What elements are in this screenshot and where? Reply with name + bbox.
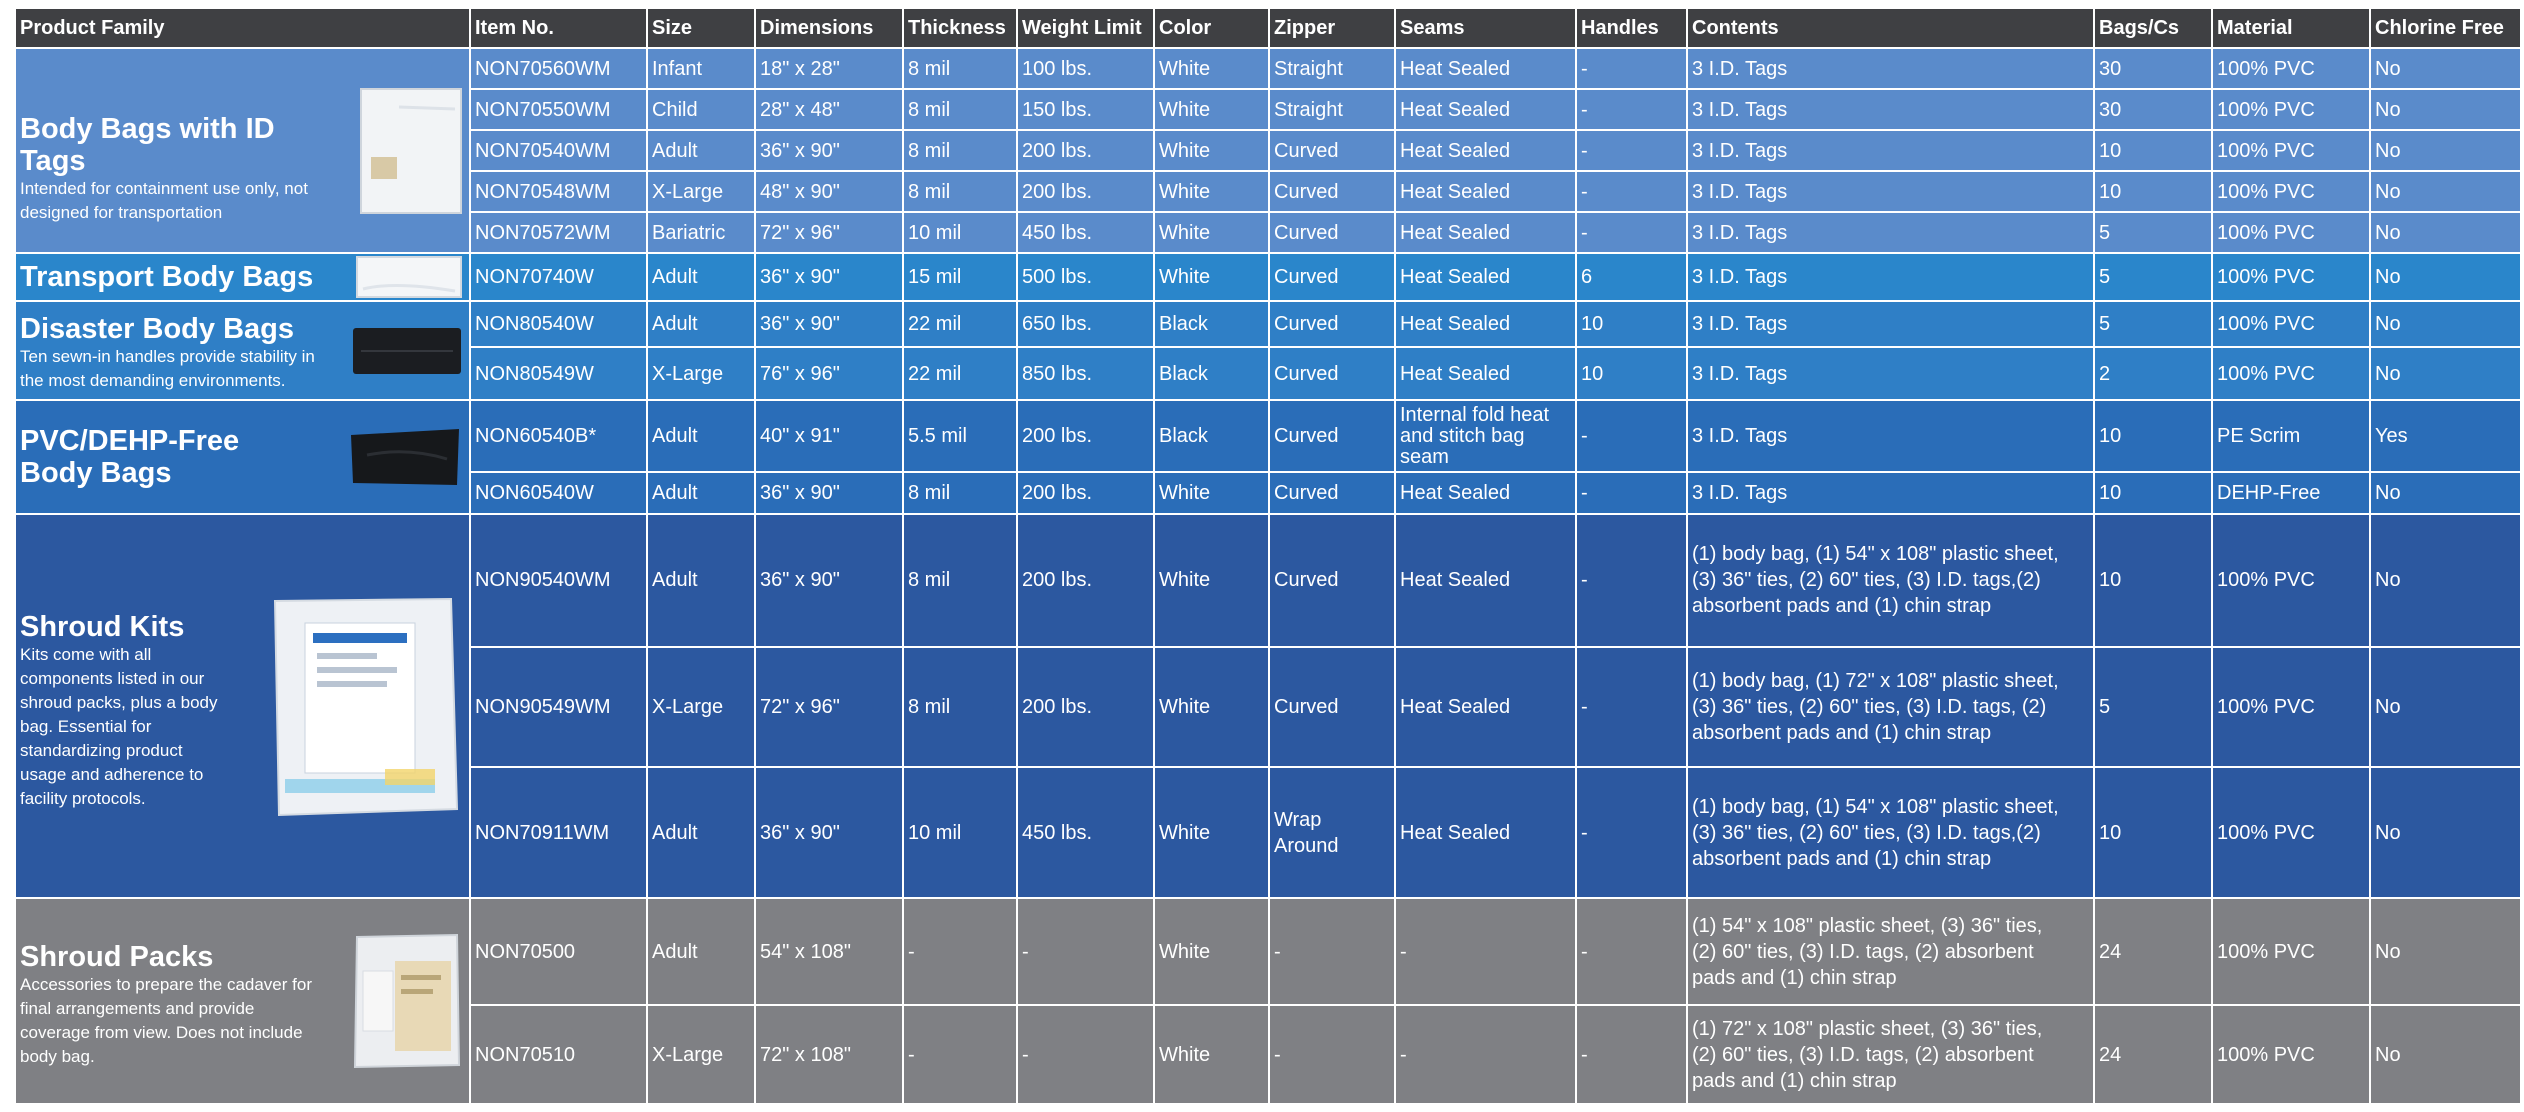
disaster-body-bag-photo — [351, 324, 463, 378]
thickness: - — [903, 1005, 1017, 1104]
contents: 3 I.D. Tags — [1687, 253, 2094, 301]
weight-limit: - — [1017, 1005, 1154, 1104]
weight-limit: 450 lbs. — [1017, 212, 1154, 253]
table-row — [15, 48, 2521, 89]
size: X-Large — [647, 1005, 755, 1104]
seams: Heat Sealed — [1395, 514, 1576, 647]
size: Bariatric — [647, 212, 755, 253]
size: Adult — [647, 253, 755, 301]
item-no: NON70540WM — [470, 130, 647, 171]
size: X-Large — [647, 347, 755, 400]
color: Black — [1154, 301, 1269, 347]
contents: 3 I.D. Tags — [1687, 212, 2094, 253]
family-title: Transport Body Bags — [20, 261, 314, 293]
dimensions: 54" x 108" — [755, 898, 903, 1005]
weight-limit: 450 lbs. — [1017, 767, 1154, 898]
col-header-item-no: Item No. — [470, 8, 647, 48]
thickness: 8 mil — [903, 472, 1017, 514]
weight-limit: 200 lbs. — [1017, 472, 1154, 514]
handles: - — [1576, 472, 1687, 514]
family-title: PVC/DEHP-Free Body Bags — [20, 425, 240, 489]
thickness: 8 mil — [903, 48, 1017, 89]
bags-per-case: 24 — [2094, 898, 2212, 1005]
thickness: 10 mil — [903, 767, 1017, 898]
seams: Heat Sealed — [1395, 89, 1576, 130]
contents: (1) 72" x 108" plastic sheet, (3) 36" ties, (2) 60" ties, (3) I.D. tags, (2) absorbent pads and (1) chin strap — [1687, 1005, 2094, 1104]
zipper: Curved — [1269, 647, 1395, 768]
item-no: NON70911WM — [470, 767, 647, 898]
chlorine-free: No — [2370, 898, 2521, 1005]
thickness: 8 mil — [903, 647, 1017, 768]
seams: Internal fold heat and stitch bag seam — [1395, 400, 1576, 472]
weight-limit: 500 lbs. — [1017, 253, 1154, 301]
color: White — [1154, 212, 1269, 253]
size: Adult — [647, 301, 755, 347]
bags-per-case: 30 — [2094, 89, 2212, 130]
item-no: NON70550WM — [470, 89, 647, 130]
chlorine-free: No — [2370, 301, 2521, 347]
dimensions: 18" x 28" — [755, 48, 903, 89]
dimensions: 28" x 48" — [755, 89, 903, 130]
material: 100% PVC — [2212, 89, 2370, 130]
size: Adult — [647, 130, 755, 171]
chlorine-free: No — [2370, 253, 2521, 301]
handles: - — [1576, 514, 1687, 647]
size: Infant — [647, 48, 755, 89]
item-no: NON70548WM — [470, 171, 647, 212]
contents: 3 I.D. Tags — [1687, 171, 2094, 212]
table-row — [15, 301, 2521, 347]
size: Adult — [647, 898, 755, 1005]
zipper: Curved — [1269, 400, 1395, 472]
dimensions: 76" x 96" — [755, 347, 903, 400]
zipper: Curved — [1269, 171, 1395, 212]
bags-per-case: 5 — [2094, 301, 2212, 347]
chlorine-free: No — [2370, 647, 2521, 768]
chlorine-free: No — [2370, 472, 2521, 514]
item-no: NON80549W — [470, 347, 647, 400]
item-no: NON90540WM — [470, 514, 647, 647]
seams: Heat Sealed — [1395, 301, 1576, 347]
col-header-weight-limit: Weight Limit — [1017, 8, 1154, 48]
thickness: 5.5 mil — [903, 400, 1017, 472]
col-header-chlorine-free: Chlorine Free — [2370, 8, 2521, 48]
handles: - — [1576, 647, 1687, 768]
material: 100% PVC — [2212, 48, 2370, 89]
color: White — [1154, 253, 1269, 301]
family-description: Kits come with all components listed in our shroud packs, plus a body bag. Essential for standardizing product usage and adherence to facility protocols. — [20, 645, 218, 808]
shroud-kit-package-photo — [265, 593, 463, 819]
chlorine-free: Yes — [2370, 400, 2521, 472]
color: White — [1154, 48, 1269, 89]
dimensions: 36" x 90" — [755, 253, 903, 301]
bags-per-case: 24 — [2094, 1005, 2212, 1104]
table-row — [15, 400, 2521, 472]
bags-per-case: 10 — [2094, 171, 2212, 212]
thickness: 8 mil — [903, 171, 1017, 212]
item-no: NON70560WM — [470, 48, 647, 89]
chlorine-free: No — [2370, 130, 2521, 171]
family-cell-transport — [15, 253, 470, 301]
color: White — [1154, 514, 1269, 647]
handles: - — [1576, 171, 1687, 212]
bags-per-case: 2 — [2094, 347, 2212, 400]
handles: 10 — [1576, 347, 1687, 400]
material: 100% PVC — [2212, 1005, 2370, 1104]
col-header-bags-per-case: Bags/Cs — [2094, 8, 2212, 48]
thickness: 10 mil — [903, 212, 1017, 253]
material: 100% PVC — [2212, 171, 2370, 212]
material: DEHP-Free — [2212, 472, 2370, 514]
chlorine-free: No — [2370, 48, 2521, 89]
zipper: Curved — [1269, 514, 1395, 647]
seams: Heat Sealed — [1395, 171, 1576, 212]
color: White — [1154, 898, 1269, 1005]
chlorine-free: No — [2370, 171, 2521, 212]
size: Child — [647, 89, 755, 130]
family-cell-shroud-kits — [15, 514, 470, 898]
dimensions: 72" x 96" — [755, 647, 903, 768]
zipper: Straight — [1269, 48, 1395, 89]
bags-per-case: 10 — [2094, 472, 2212, 514]
color: White — [1154, 89, 1269, 130]
col-header-dimensions: Dimensions — [755, 8, 903, 48]
thickness: 22 mil — [903, 347, 1017, 400]
dimensions: 36" x 90" — [755, 301, 903, 347]
bags-per-case: 10 — [2094, 514, 2212, 647]
thickness: 8 mil — [903, 89, 1017, 130]
contents: 3 I.D. Tags — [1687, 472, 2094, 514]
size: Adult — [647, 472, 755, 514]
material: 100% PVC — [2212, 301, 2370, 347]
dimensions: 36" x 90" — [755, 767, 903, 898]
bags-per-case: 5 — [2094, 212, 2212, 253]
col-header-size: Size — [647, 8, 755, 48]
bags-per-case: 10 — [2094, 400, 2212, 472]
item-no: NON70740W — [470, 253, 647, 301]
material: 100% PVC — [2212, 253, 2370, 301]
bags-per-case: 30 — [2094, 48, 2212, 89]
material: 100% PVC — [2212, 898, 2370, 1005]
weight-limit: - — [1017, 898, 1154, 1005]
bags-per-case: 5 — [2094, 647, 2212, 768]
weight-limit: 200 lbs. — [1017, 647, 1154, 768]
col-header-material: Material — [2212, 8, 2370, 48]
bags-per-case: 10 — [2094, 767, 2212, 898]
pvc-free-body-bag-photo — [347, 425, 463, 489]
item-no: NON80540W — [470, 301, 647, 347]
handles: - — [1576, 898, 1687, 1005]
chlorine-free: No — [2370, 1005, 2521, 1104]
seams: Heat Sealed — [1395, 48, 1576, 89]
col-header-handles: Handles — [1576, 8, 1687, 48]
thickness: 15 mil — [903, 253, 1017, 301]
color: Black — [1154, 400, 1269, 472]
chlorine-free: No — [2370, 514, 2521, 647]
zipper: Curved — [1269, 212, 1395, 253]
family-title: Disaster Body Bags — [20, 312, 294, 345]
weight-limit: 200 lbs. — [1017, 171, 1154, 212]
table-row — [15, 898, 2521, 1005]
col-header-contents: Contents — [1687, 8, 2094, 48]
thickness: 8 mil — [903, 514, 1017, 647]
chlorine-free: No — [2370, 212, 2521, 253]
weight-limit: 100 lbs. — [1017, 48, 1154, 89]
dimensions: 36" x 90" — [755, 514, 903, 647]
zipper: Curved — [1269, 472, 1395, 514]
bags-per-case: 10 — [2094, 130, 2212, 171]
body-bag-id-tags-photo — [359, 87, 463, 215]
handles: - — [1576, 130, 1687, 171]
material: 100% PVC — [2212, 767, 2370, 898]
handles: 6 — [1576, 253, 1687, 301]
color: White — [1154, 171, 1269, 212]
family-cell-shroud-packs — [15, 898, 470, 1104]
family-title: Body Bags with ID Tags — [20, 113, 275, 177]
col-header-zipper: Zipper — [1269, 8, 1395, 48]
contents: 3 I.D. Tags — [1687, 301, 2094, 347]
handles: - — [1576, 767, 1687, 898]
col-header-seams: Seams — [1395, 8, 1576, 48]
contents: 3 I.D. Tags — [1687, 89, 2094, 130]
chlorine-free: No — [2370, 89, 2521, 130]
zipper: Curved — [1269, 347, 1395, 400]
dimensions: 36" x 90" — [755, 472, 903, 514]
dimensions: 72" x 96" — [755, 212, 903, 253]
seams: Heat Sealed — [1395, 767, 1576, 898]
family-description: Accessories to prepare the cadaver for final arrangements and provide coverage from view. Does not include body bag. — [20, 975, 312, 1066]
size: Adult — [647, 400, 755, 472]
weight-limit: 200 lbs. — [1017, 400, 1154, 472]
item-no: NON70500 — [470, 898, 647, 1005]
seams: Heat Sealed — [1395, 647, 1576, 768]
item-no: NON60540W — [470, 472, 647, 514]
item-no: NON70510 — [470, 1005, 647, 1104]
weight-limit: 200 lbs. — [1017, 130, 1154, 171]
thickness: 8 mil — [903, 130, 1017, 171]
color: White — [1154, 130, 1269, 171]
color: White — [1154, 1005, 1269, 1104]
material: 100% PVC — [2212, 514, 2370, 647]
material: 100% PVC — [2212, 647, 2370, 768]
material: PE Scrim — [2212, 400, 2370, 472]
body-bag-spec-table — [14, 7, 2522, 1105]
item-no: NON70572WM — [470, 212, 647, 253]
table-row — [15, 514, 2521, 647]
material: 100% PVC — [2212, 130, 2370, 171]
chlorine-free: No — [2370, 347, 2521, 400]
table-row — [15, 253, 2521, 301]
family-title: Shroud Packs — [20, 941, 214, 973]
seams: Heat Sealed — [1395, 472, 1576, 514]
seams: Heat Sealed — [1395, 212, 1576, 253]
size: Adult — [647, 767, 755, 898]
dimensions: 72" x 108" — [755, 1005, 903, 1104]
zipper: Curved — [1269, 130, 1395, 171]
zipper: Straight — [1269, 89, 1395, 130]
header-row — [15, 8, 2521, 48]
thickness: - — [903, 898, 1017, 1005]
handles: - — [1576, 48, 1687, 89]
contents: 3 I.D. Tags — [1687, 48, 2094, 89]
family-description: Intended for containment use only, not designed for transportation — [20, 179, 308, 222]
family-description: Ten sewn-in handles provide stability in the most demanding environments. — [20, 346, 315, 390]
item-no: NON90549WM — [470, 647, 647, 768]
zipper: - — [1269, 1005, 1395, 1104]
color: White — [1154, 472, 1269, 514]
seams: - — [1395, 1005, 1576, 1104]
zipper: Curved — [1269, 301, 1395, 347]
family-cell-disaster — [15, 301, 470, 400]
dimensions: 40" x 91" — [755, 400, 903, 472]
item-no: NON60540B* — [470, 400, 647, 472]
dimensions: 48" x 90" — [755, 171, 903, 212]
col-header-product-family: Product Family — [15, 8, 470, 48]
material: 100% PVC — [2212, 212, 2370, 253]
transport-body-bag-photo — [355, 255, 463, 299]
size: X-Large — [647, 647, 755, 768]
size: Adult — [647, 514, 755, 647]
zipper: Wrap Around — [1269, 767, 1395, 898]
family-cell-id-tags — [15, 48, 470, 253]
weight-limit: 200 lbs. — [1017, 514, 1154, 647]
contents: 3 I.D. Tags — [1687, 400, 2094, 472]
contents: (1) body bag, (1) 54" x 108" plastic sheet, (3) 36" ties, (2) 60" ties, (3) I.D. tags,(2) absorbent pads and (1) chin strap — [1687, 767, 2094, 898]
col-header-color: Color — [1154, 8, 1269, 48]
material: 100% PVC — [2212, 347, 2370, 400]
weight-limit: 150 lbs. — [1017, 89, 1154, 130]
seams: Heat Sealed — [1395, 130, 1576, 171]
thickness: 22 mil — [903, 301, 1017, 347]
handles: - — [1576, 400, 1687, 472]
color: White — [1154, 647, 1269, 768]
seams: Heat Sealed — [1395, 347, 1576, 400]
bags-per-case: 5 — [2094, 253, 2212, 301]
size: X-Large — [647, 171, 755, 212]
col-header-thickness: Thickness — [903, 8, 1017, 48]
dimensions: 36" x 90" — [755, 130, 903, 171]
contents: (1) body bag, (1) 72" x 108" plastic sheet, (3) 36" ties, (2) 60" ties, (3) I.D. tags, (2) absorbent pads and (1) chin strap — [1687, 647, 2094, 768]
zipper: - — [1269, 898, 1395, 1005]
weight-limit: 650 lbs. — [1017, 301, 1154, 347]
handles: - — [1576, 212, 1687, 253]
handles: - — [1576, 89, 1687, 130]
family-cell-pvc-free — [15, 400, 470, 514]
contents: 3 I.D. Tags — [1687, 347, 2094, 400]
color: Black — [1154, 347, 1269, 400]
zipper: Curved — [1269, 253, 1395, 301]
family-title: Shroud Kits — [20, 611, 185, 643]
shroud-pack-package-photo — [351, 931, 463, 1071]
handles: 10 — [1576, 301, 1687, 347]
seams: - — [1395, 898, 1576, 1005]
contents: 3 I.D. Tags — [1687, 130, 2094, 171]
chlorine-free: No — [2370, 767, 2521, 898]
color: White — [1154, 767, 1269, 898]
seams: Heat Sealed — [1395, 253, 1576, 301]
weight-limit: 850 lbs. — [1017, 347, 1154, 400]
contents: (1) body bag, (1) 54" x 108" plastic sheet, (3) 36" ties, (2) 60" ties, (3) I.D. tags,(2) absorbent pads and (1) chin strap — [1687, 514, 2094, 647]
handles: - — [1576, 1005, 1687, 1104]
contents: (1) 54" x 108" plastic sheet, (3) 36" ties, (2) 60" ties, (3) I.D. tags, (2) absorbent pads and (1) chin strap — [1687, 898, 2094, 1005]
